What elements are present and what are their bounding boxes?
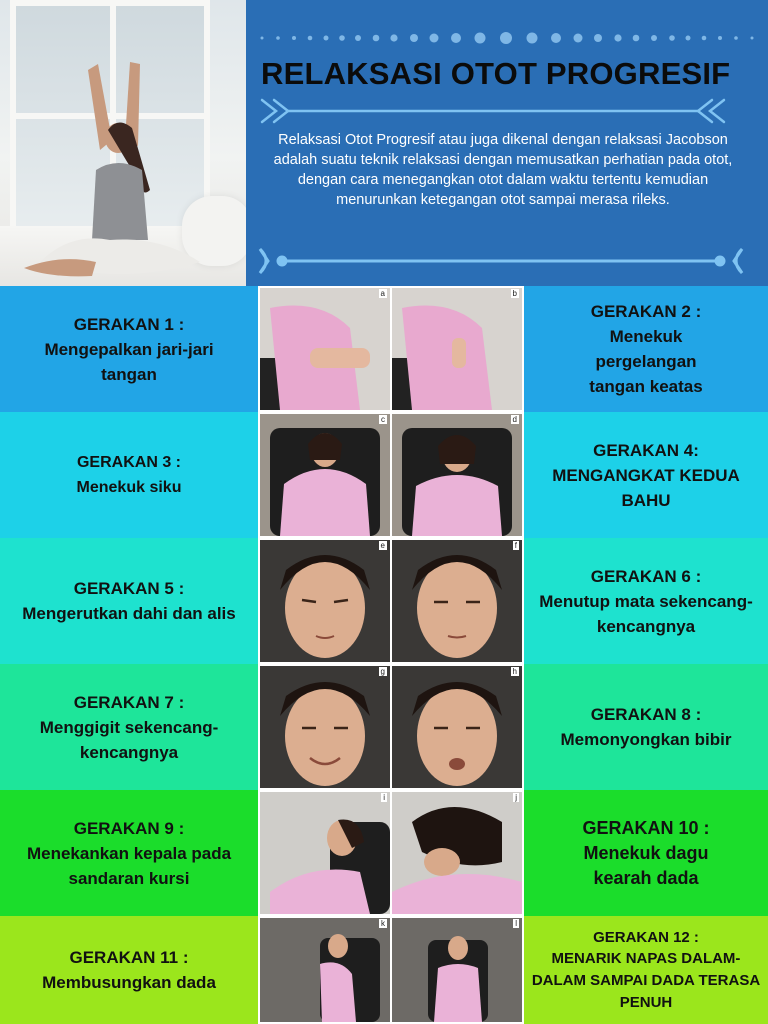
exercise-text: MENGANGKAT KEDUA BAHU	[552, 465, 740, 510]
exercise-text: Menekuk dagu kearah dada	[583, 842, 709, 888]
exercise-text: Mengepalkan jari-jari tangan	[44, 339, 214, 384]
exercise-cell-6	[524, 538, 768, 664]
exercise-cell-8	[524, 664, 768, 790]
exercise-text: Menutup mata sekencang-kencangnya	[539, 591, 753, 636]
exercise-photo: h	[392, 666, 522, 788]
exercise-label: GERAKAN 1 :	[73, 314, 185, 334]
decorative-arrow-line-bottom	[258, 246, 744, 276]
exercise-cell-12	[524, 916, 768, 1024]
exercise-photo: f	[392, 540, 522, 662]
exercise-text: Memonyongkan bibir	[560, 730, 732, 749]
exercise-cell-10	[524, 790, 768, 916]
exercise-cell-1	[0, 286, 258, 412]
exercise-photo: a	[260, 288, 390, 410]
exercise-cell-3	[0, 412, 258, 538]
exercise-photos	[258, 664, 524, 790]
exercise-photo: d	[392, 414, 522, 536]
page-title: RELAKSASI OTOT PROGRESIF	[261, 56, 731, 91]
exercise-photos	[258, 538, 524, 664]
exercise-label: GERAKAN 10 :	[582, 817, 710, 838]
description-text: Relaksasi Otot Progresif atau juga dikenal dengan relaksasi Jacobson adalah suatu teknik relaksasi dengan memusatkan perhatian pada otot, dengan cara menegangkan otot dalam waktu tertentu kemudian menurunkan ketegangan otot sampai merasa rileks.	[273, 132, 733, 208]
exercise-photo: e	[260, 540, 390, 662]
exercise-photo: l	[392, 918, 522, 1022]
exercise-text: Menekuk siku	[76, 479, 182, 496]
exercise-text: Mengerutkan dahi dan alis	[22, 604, 236, 623]
exercise-label: GERAKAN 6 :	[590, 566, 702, 586]
exercise-cell-2	[524, 286, 768, 412]
exercise-label: GERAKAN 5 :	[73, 579, 185, 598]
exercise-text: MENARIK NAPAS DALAM-DALAM SAMPAI DADA TERASA PENUH	[531, 949, 761, 1011]
exercise-text: Membusungkan dada	[42, 973, 216, 992]
exercise-label: GERAKAN 8 :	[590, 705, 702, 724]
exercise-row	[0, 664, 768, 790]
exercise-row	[0, 286, 768, 412]
exercise-photos	[258, 790, 524, 916]
exercise-photo: j	[392, 792, 522, 914]
exercise-photo: k	[260, 918, 390, 1022]
woman-figure	[0, 0, 246, 286]
exercise-photo: b	[392, 288, 522, 410]
hero-photo-stretching-woman	[0, 0, 246, 286]
decorative-dots	[258, 30, 756, 46]
exercise-label: GERAKAN 3 :	[76, 454, 181, 471]
exercise-text: Menggigit sekencang-kencangnya	[39, 717, 219, 762]
exercise-photos	[258, 916, 524, 1024]
exercise-photo: c	[260, 414, 390, 536]
exercise-row	[0, 412, 768, 538]
exercise-cell-7	[0, 664, 258, 790]
decorative-arrow-line-top	[258, 96, 728, 126]
exercise-label: GERAKAN 9 :	[73, 818, 185, 838]
exercise-row	[0, 916, 768, 1024]
exercise-photos	[258, 412, 524, 538]
exercise-text: Menekankan kepala pada sandaran kursi	[26, 843, 232, 888]
exercise-photo: i	[260, 792, 390, 914]
exercise-photos	[258, 286, 524, 412]
exercise-label: GERAKAN 2 :	[590, 302, 702, 321]
exercise-cell-5	[0, 538, 258, 664]
exercise-label: GERAKAN 12 :	[593, 928, 699, 946]
exercise-label: GERAKAN 4:	[593, 440, 699, 460]
exercise-label: GERAKAN 11 :	[69, 948, 189, 967]
exercise-cell-11	[0, 916, 258, 1024]
exercise-label: GERAKAN 7 :	[73, 692, 185, 712]
exercise-text: Menekuk pergelangan tangan keatas	[589, 327, 703, 396]
header-panel	[246, 0, 768, 286]
exercise-row	[0, 790, 768, 916]
exercise-cell-9	[0, 790, 258, 916]
exercise-cell-4	[524, 412, 768, 538]
exercise-row	[0, 538, 768, 664]
exercise-photo: g	[260, 666, 390, 788]
